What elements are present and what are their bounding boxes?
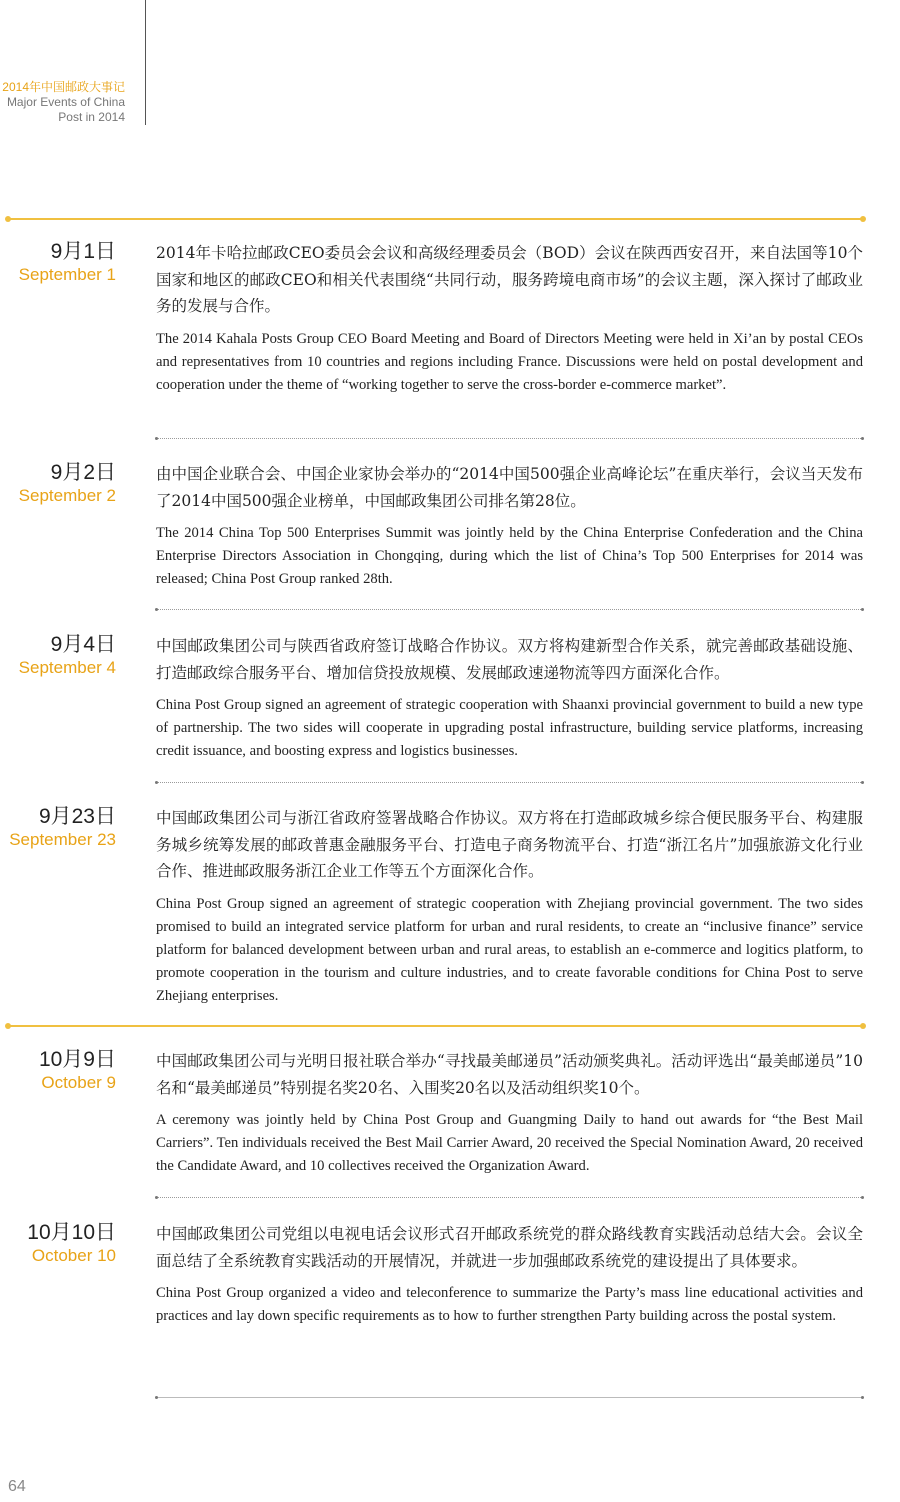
month-divider	[8, 1025, 863, 1027]
event-text-en: China Post Group organized a video and teleconference to summarize the Party’s mass line educational activities and practices and lay down specific requirements as to how to further strengthen Party building across the postal system.	[156, 1285, 863, 1325]
section-rule-bottom	[156, 1397, 863, 1398]
event-date-en: September 1	[18, 265, 116, 284]
event-date	[0, 240, 116, 286]
event-date-en: September 23	[9, 830, 116, 849]
event-date-cn: 9月23日	[38, 805, 116, 828]
event-date-cn: 10月10日	[27, 1221, 116, 1244]
event-date	[0, 805, 116, 851]
event-text-cn: 中国邮政集团公司与陕西省政府签订战略合作协议。双方将构建新型合作关系，就完善邮政基础设施、打造邮政综合服务平台、增加信贷投放规模、发展邮政速递物流等四方面深化合作。	[156, 637, 863, 682]
event-date-en: September 2	[18, 486, 116, 505]
event-text-en: The 2014 Kahala Posts Group CEO Board Meeting and Board of Directors Meeting were held in Xi’an by postal CEOs and representatives from 10 countries and regions including France. Discussions were held on postal development and cooperation under the theme of “working together to serve the cross-border e-commerce market”.	[156, 330, 863, 393]
event-text-en: A ceremony was jointly held by China Post Group and Guangming Daily to hand out awards for “the Best Mail Carriers”. Ten individuals received the Best Mail Carrier Award, 20 received the Special Nomination Award, 20 received the Candidate Award, and 10 collectives received the Organization Award.	[156, 1112, 863, 1175]
running-head-title-en-line2: Post in 2014	[58, 110, 125, 124]
event-date	[0, 461, 116, 507]
event-divider	[156, 1197, 863, 1198]
running-head-title-en-line1: Major Events of China	[6, 95, 125, 109]
event-date-cn: 10月9日	[38, 1048, 116, 1071]
event-text-en: The 2014 China Top 500 Enterprises Summit was jointly held by the China Enterprise Confederation and the China Enterprise Directors Association in Chongqing, during which the list of China’s Top 500 Enterprises for 2014 was released; China Post Group ranked 28th.	[156, 525, 863, 588]
running-head	[0, 80, 125, 125]
event-body	[156, 805, 863, 1009]
event-text-cn: 2014年卡哈拉邮政CEO委员会会议和高级经理委员会（BOD）会议在陕西西安召开，来自法国等10个国家和地区的邮政CEO和相关代表围绕“共同行动，服务跨境电商市场”的会议主题，深入探讨了邮政业务的发展与合作。	[156, 244, 863, 315]
running-head-title-cn: 2014年中国邮政大事记	[2, 80, 125, 94]
event-text-cn: 中国邮政集团公司与光明日报社联合举办“寻找最美邮递员”活动颁奖典礼。活动评选出“最美邮递员”10名和“最美邮递员”特别提名奖20名、入围奖20名以及活动组织奖10个。	[156, 1052, 863, 1097]
event-body	[156, 633, 863, 764]
event-body	[156, 1221, 863, 1328]
event-divider	[156, 609, 863, 610]
section-rule-top	[8, 218, 863, 220]
event-text-en: China Post Group signed an agreement of strategic cooperation with Zhejiang provincial government. The two sides promised to build an integrated service platform for urban and rural residents, to create an “inclusive finance” service platform for balanced development between urban and rural areas, to establish an e-commerce and logitics platform, to promote cooperation in the tourism and culture industries, and to create favorable conditions for China Post to serve Zhejiang enterprises.	[156, 895, 863, 1005]
event-date-cn: 9月4日	[50, 633, 116, 656]
event-divider	[156, 438, 863, 439]
event-text-cn: 中国邮政集团公司与浙江省政府签署战略合作协议。双方将在打造邮政城乡综合便民服务平台、构建服务城乡统筹发展的邮政普惠金融服务平台、打造电子商务物流平台、打造“浙江名片”加强旅游文化行业合作、推进邮政服务浙江企业工作等五个方面深化合作。	[156, 809, 863, 880]
event-text-en: China Post Group signed an agreement of strategic cooperation with Shaanxi provincial government to build a new type of partnership. The two sides will cooperate in upgrading postal infrastructure, building service platforms, increasing credit issuance, and boosting express and logistics businesses.	[156, 697, 863, 760]
event-date-cn: 9月1日	[50, 240, 116, 263]
event-date-en: October 10	[31, 1246, 116, 1265]
event-date-en: October 9	[41, 1073, 116, 1092]
event-date-en: September 4	[18, 658, 116, 677]
header-divider-line	[145, 0, 146, 125]
event-date-cn: 9月2日	[50, 461, 116, 484]
event-date	[0, 1048, 116, 1094]
event-body	[156, 461, 863, 592]
event-divider	[156, 782, 863, 783]
event-body	[156, 240, 863, 397]
event-body	[156, 1048, 863, 1179]
event-date	[0, 1221, 116, 1267]
event-date	[0, 633, 116, 679]
page-number: 64	[8, 1478, 26, 1495]
event-text-cn: 由中国企业联合会、中国企业家协会举办的“2014中国500强企业高峰论坛”在重庆举行，会议当天发布了2014中国500强企业榜单，中国邮政集团公司排名第28位。	[156, 465, 863, 510]
event-text-cn: 中国邮政集团公司党组以电视电话会议形式召开邮政系统党的群众路线教育实践活动总结大会。会议全面总结了全系统教育实践活动的开展情况，并就进一步加强邮政系统党的建设提出了具体要求。	[156, 1225, 863, 1270]
